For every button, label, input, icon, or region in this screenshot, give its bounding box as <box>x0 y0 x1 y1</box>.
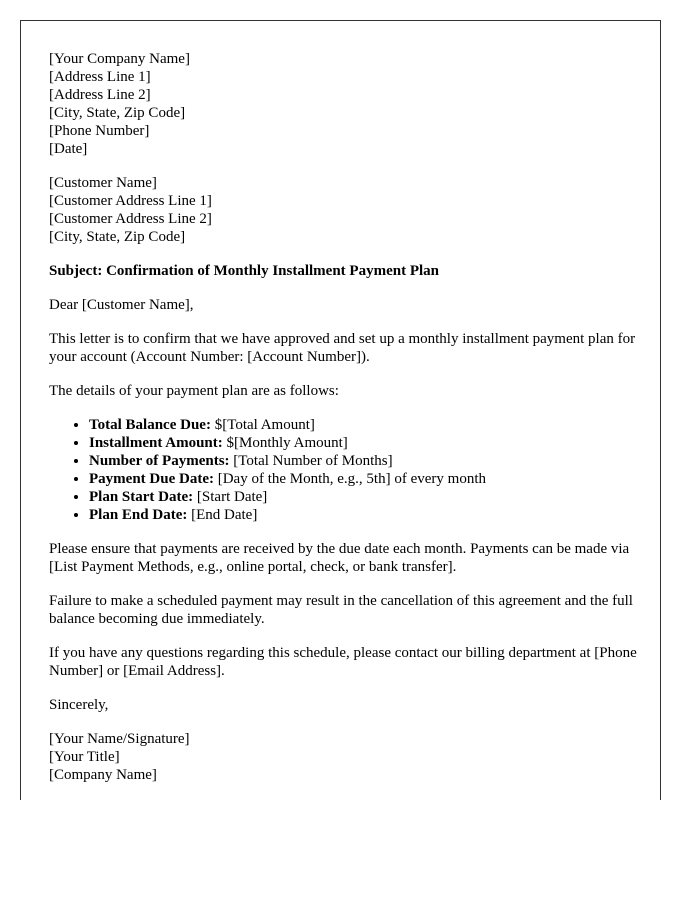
detail-value: $[Monthly Amount] <box>222 435 348 451</box>
details-intro: The details of your payment plan are as follows: <box>49 383 339 399</box>
detail-total-balance <box>89 416 639 434</box>
detail-label: Plan End Date: <box>89 507 188 523</box>
sender-block <box>49 50 639 158</box>
letter-page <box>20 20 661 800</box>
signature-company: [Company Name] <box>49 767 157 783</box>
closing: Sincerely, <box>49 697 109 713</box>
detail-number-of-payments <box>89 452 639 470</box>
recipient-name: [Customer Name] <box>49 175 157 191</box>
contact-note: If you have any questions regarding this schedule, please contact our billing department at [Phone Number] or [Email Address]. <box>49 645 637 679</box>
recipient-city-state-zip: [City, State, Zip Code] <box>49 229 186 245</box>
detail-plan-end-date <box>89 506 639 524</box>
recipient-block <box>49 174 639 246</box>
detail-payment-due-date <box>89 470 639 488</box>
signature-name: [Your Name/Signature] <box>49 731 190 747</box>
intro-paragraph: This letter is to confirm that we have approved and set up a monthly installment payment plan for your account (Account Number: [Account Number]). <box>49 331 636 365</box>
detail-value: [Total Number of Months] <box>229 453 393 469</box>
detail-value: [Start Date] <box>193 489 268 505</box>
signature-title: [Your Title] <box>49 749 120 765</box>
sender-address-line-2: [Address Line 2] <box>49 87 151 103</box>
recipient-address-line-1: [Customer Address Line 1] <box>49 193 212 209</box>
recipient-address-line-2: [Customer Address Line 2] <box>49 211 212 227</box>
detail-value: $[Total Amount] <box>210 417 315 433</box>
sender-phone: [Phone Number] <box>49 123 150 139</box>
letter-date: [Date] <box>49 141 88 157</box>
detail-label: Installment Amount: <box>89 435 223 451</box>
letter-content <box>49 50 639 800</box>
sender-address-line-1: [Address Line 1] <box>49 69 151 85</box>
detail-label: Number of Payments: <box>89 453 230 469</box>
sender-company: [Your Company Name] <box>49 51 190 67</box>
detail-installment-amount <box>89 434 639 452</box>
sender-city-state-zip: [City, State, Zip Code] <box>49 105 186 121</box>
detail-value: [End Date] <box>187 507 258 523</box>
detail-label: Total Balance Due: <box>89 417 211 433</box>
payment-note: Please ensure that payments are received by the due date each month. Payments can be made via [List Payment Methods, e.g., online portal, check, or bank transfer]. <box>49 541 630 575</box>
signature-block <box>49 730 639 784</box>
detail-value: [Day of the Month, e.g., 5th] of every month <box>213 471 486 487</box>
payment-details-list <box>49 416 639 524</box>
detail-plan-start-date <box>89 488 639 506</box>
detail-label: Plan Start Date: <box>89 489 194 505</box>
subject-line: Subject: Confirmation of Monthly Installment Payment Plan <box>49 263 439 279</box>
failure-note: Failure to make a scheduled payment may result in the cancellation of this agreement and the full balance becoming due immediately. <box>49 593 633 627</box>
detail-label: Payment Due Date: <box>89 471 214 487</box>
salutation: Dear [Customer Name], <box>49 297 194 313</box>
